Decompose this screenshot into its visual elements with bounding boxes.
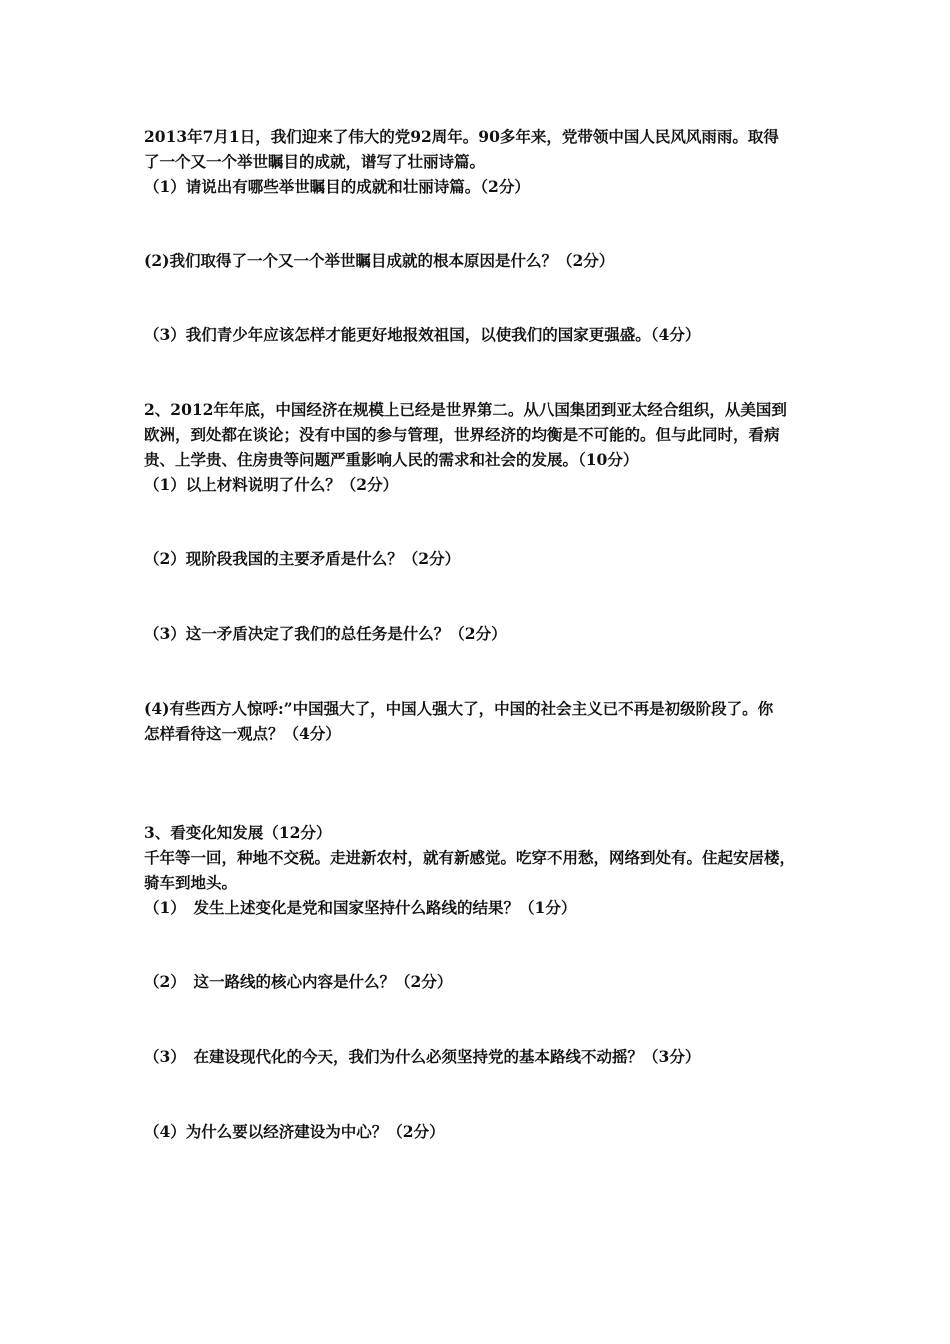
q2-sub-question-4-line-1: (4)有些西方人惊呼:”中国强大了，中国人强大了，中国的社会主义已不再是初级阶段了。你 (144, 699, 774, 718)
q2-intro-line-2: 欧洲，到处都在谈论；没有中国的参与管理，世界经济的均衡是不可能的。但与此同时，看病 (144, 425, 780, 444)
q3-sub-question-2: （2） 这一路线的核心内容是什么？（2分） (144, 972, 453, 991)
q2-sub-question-4-line-2: 怎样看待这一观点？（4分） (144, 724, 341, 743)
q1-sub-question-2: (2)我们取得了一个又一个举世瞩目成就的根本原因是什么？（2分） (144, 251, 615, 270)
q1-intro-line-1: 2013年7月1日，我们迎来了伟大的党92周年。90多年来，党带领中国人民风风雨雨。取得 (144, 127, 779, 146)
q1-intro-line-2: 了一个又一个举世瞩目的成就，谱写了壮丽诗篇。 (144, 152, 486, 171)
q3-sub-question-4: （4）为什么要以经济建设为中心？（2分） (144, 1122, 445, 1141)
q3-sub-question-1: （1） 发生上述变化是党和国家坚持什么路线的结果？（1分） (144, 898, 577, 917)
q2-intro-line-3: 贵、上学贵、住房贵等问题严重影响人民的需求和社会的发展。（10分） (144, 450, 639, 469)
q1-sub-question-3: （3）我们青少年应该怎样才能更好地报效祖国，以使我们的国家更强盛。（4分） (144, 325, 701, 344)
q3-title: 3、看变化知发展（12分） (144, 823, 332, 842)
q3-intro-line-1: 千年等一回，种地不交税。走进新农村，就有新感觉。吃穿不用愁，网络到处有。住起安居楼， (144, 848, 796, 867)
q2-sub-question-1: （1）以上材料说明了什么？（2分） (144, 475, 399, 494)
q2-sub-question-2: （2）现阶段我国的主要矛盾是什么？（2分） (144, 549, 461, 568)
q2-intro-line-1: 2、2012年年底，中国经济在规模上已经是世界第二。从八国集团到亚太经合组织，从美国到 (144, 400, 787, 419)
q1-sub-question-1: （1）请说出有哪些举世瞩目的成就和壮丽诗篇。（2分） (144, 177, 530, 196)
q3-intro-line-2: 骑车到地头。 (144, 873, 238, 892)
q3-sub-question-3: （3） 在建设现代化的今天，我们为什么必须坚持党的基本路线不动摇？（3分） (144, 1047, 701, 1066)
q2-sub-question-3: （3）这一矛盾决定了我们的总任务是什么？（2分） (144, 624, 507, 643)
